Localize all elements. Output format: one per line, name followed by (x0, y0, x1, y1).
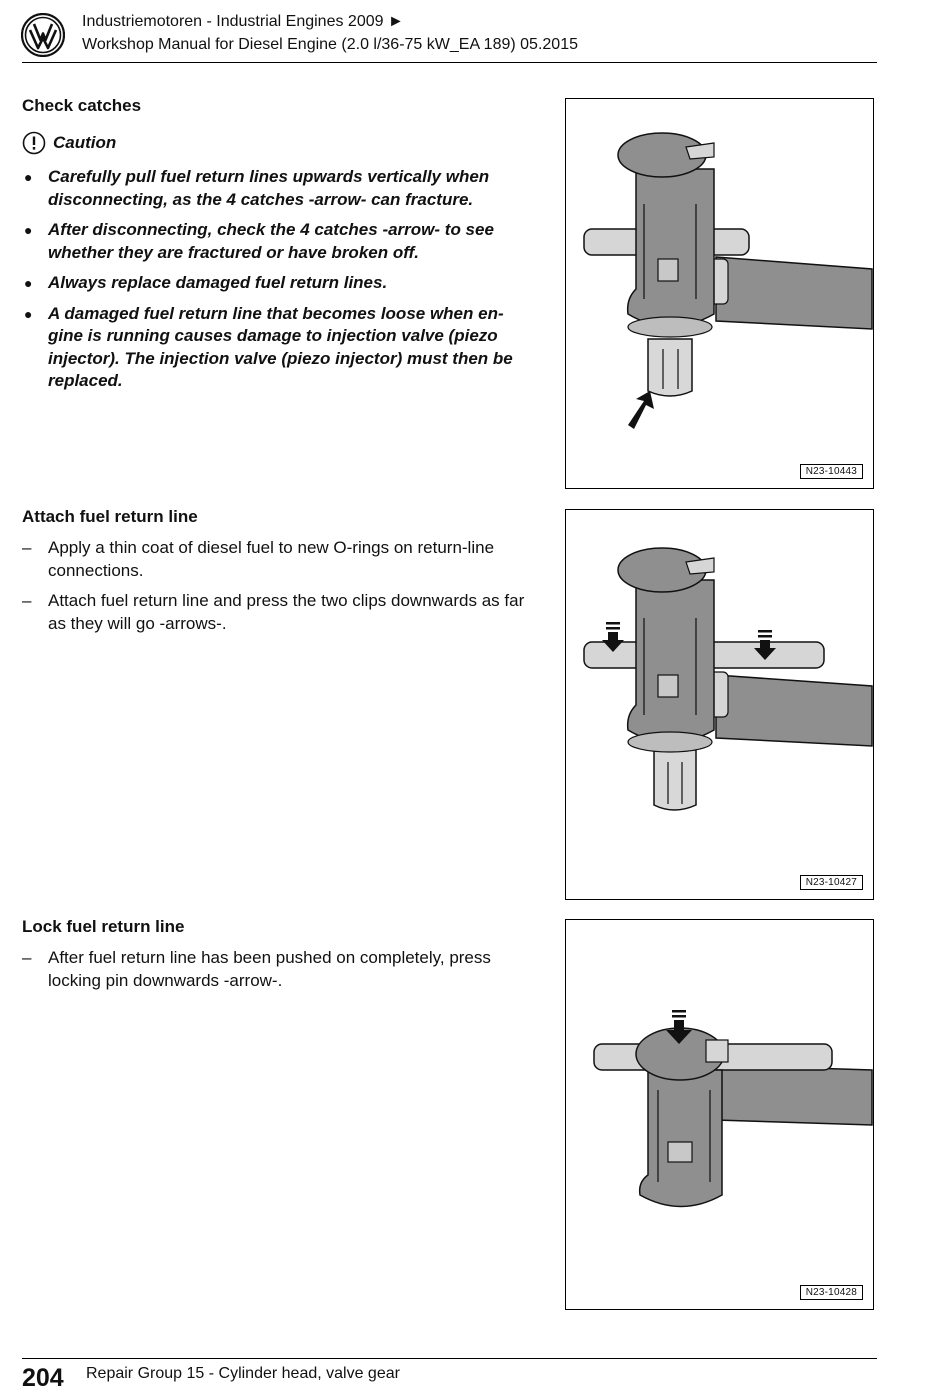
dash-icon: – (22, 591, 32, 610)
figure-reference-label: N23-10427 (800, 875, 863, 890)
dash-icon: – (22, 538, 32, 557)
step-text: Attach fuel return line and press the two clips downwards as far as they will go -arrows-. (48, 591, 525, 633)
page-number: 204 (22, 1364, 64, 1392)
bullet-icon: ● (24, 222, 33, 238)
figure-reference-label: N23-10443 (800, 464, 863, 479)
fuel-return-line-illustration (566, 510, 875, 901)
step-text: Apply a thin coat of diesel fuel to new O-rings on return-line connections. (48, 538, 495, 580)
section-title-attach-fuel-return-line: Attach fuel return line (22, 507, 198, 526)
caution-item-text: After disconnecting, check the 4 catches -arrow- to see whether they are fractured or have broken off. (48, 220, 494, 262)
header-manual-title: Workshop Manual for Diesel Engine (2.0 l/36-75 kW_EA 189) 05.2015 (82, 36, 578, 53)
step-text: After fuel return line has been pushed on completely, press locking pin downwards -arrow-. (48, 948, 491, 990)
caution-item (22, 272, 532, 295)
caution-item (22, 219, 532, 264)
step-item (22, 536, 532, 582)
caution-item-text: Always replace damaged fuel return lines. (48, 273, 388, 292)
caution-label: Caution (53, 133, 117, 152)
caution-item-text: A damaged fuel return line that becomes loose when engine is running causes damage to injection valve (piezo injector). The injection valve (piezo injector) must then be replaced. (48, 303, 513, 390)
figure-attach-fuel-return-line (565, 509, 874, 900)
bullet-icon: ● (24, 275, 33, 291)
caution-item (22, 166, 532, 211)
bullet-icon: ● (24, 305, 33, 322)
lock-steps-list (22, 946, 532, 999)
caution-item (22, 303, 532, 393)
section-title-check-catches: Check catches (22, 96, 142, 115)
exclamation-circle-icon (22, 131, 46, 155)
dash-icon: – (22, 948, 32, 967)
figure-lock-fuel-return-line (565, 919, 874, 1310)
step-item (22, 946, 532, 992)
footer-repair-group: Repair Group 15 - Cylinder head, valve gear (86, 1365, 400, 1382)
caution-item-text: Carefully pull fuel return lines upwards vertically when disconnecting, as the 4 catches -arrow- can fracture. (48, 167, 490, 209)
caution-list (22, 166, 532, 401)
header-divider (22, 62, 877, 63)
attach-steps-list (22, 536, 532, 642)
fuel-return-line-illustration (566, 920, 875, 1311)
bullet-icon: ● (24, 169, 33, 185)
step-item (22, 589, 532, 635)
figure-reference-label: N23-10428 (800, 1285, 863, 1300)
fuel-return-line-illustration (566, 99, 875, 490)
header-manual-series: Industriemotoren - Industrial Engines 2009 ► (82, 13, 404, 30)
vw-logo (21, 13, 65, 57)
caution-heading (22, 131, 116, 155)
figure-check-catches (565, 98, 874, 489)
footer-divider (22, 1358, 877, 1359)
section-title-lock-fuel-return-line: Lock fuel return line (22, 917, 185, 936)
